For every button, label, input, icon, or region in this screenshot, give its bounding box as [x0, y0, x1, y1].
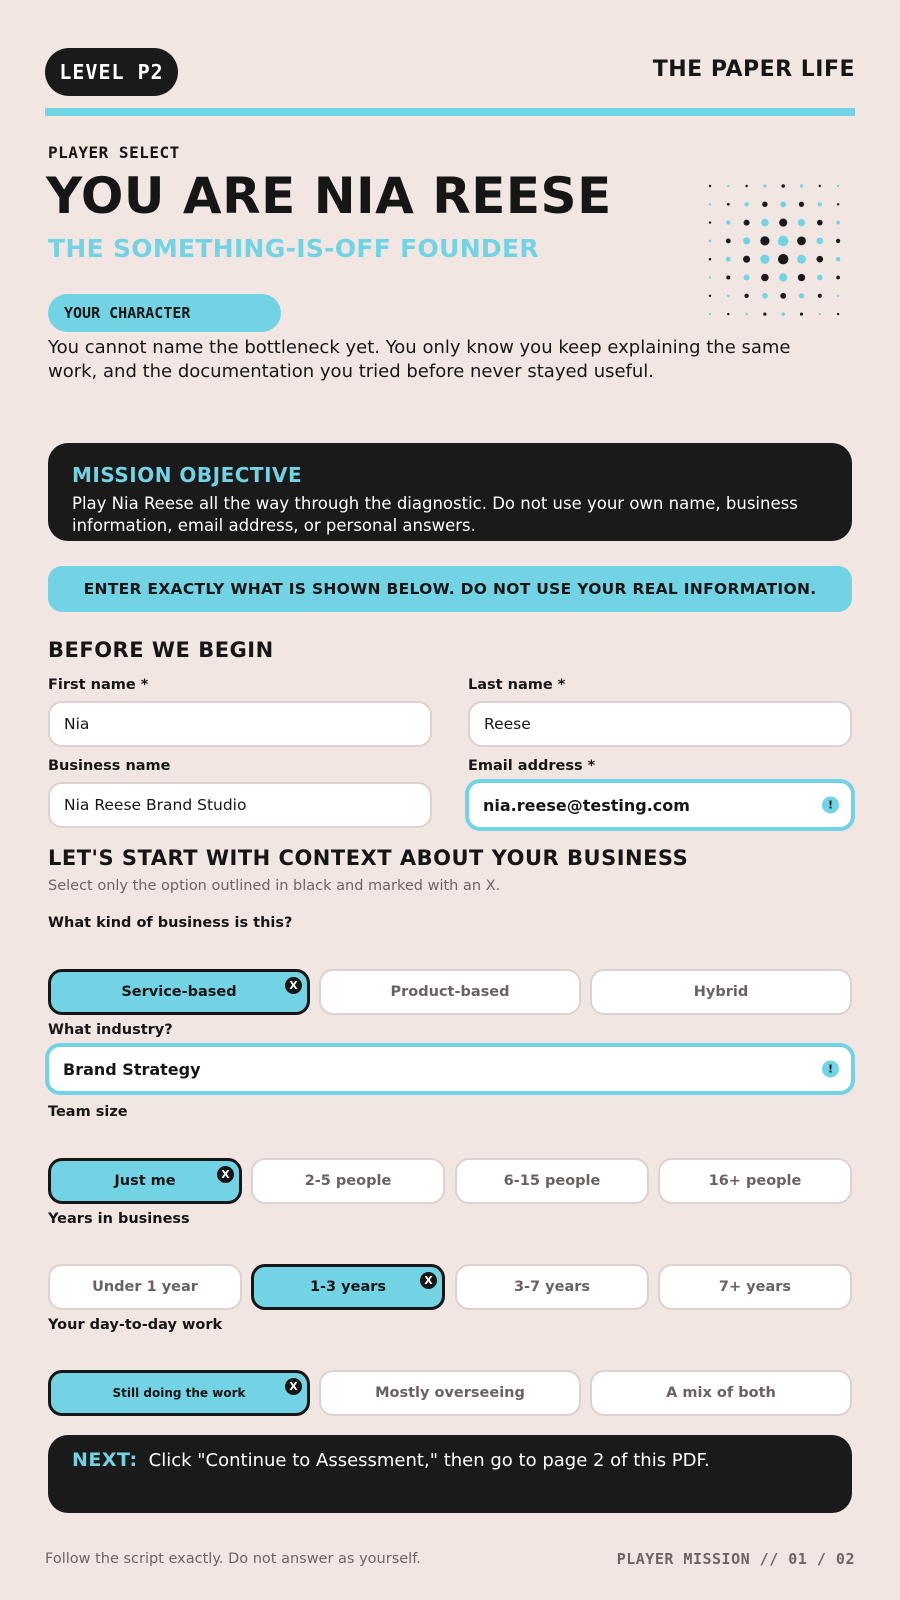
halftone-dot	[800, 184, 803, 187]
halftone-dot	[836, 239, 840, 243]
first-name-label: First name *	[48, 677, 149, 693]
option-label: 16+ people	[708, 1173, 802, 1189]
mission-title: MISSION OBJECTIVE	[72, 463, 303, 487]
team-size-label: Team size	[48, 1104, 128, 1120]
halftone-dot	[798, 274, 805, 281]
halftone-dot	[762, 293, 767, 298]
halftone-dot	[709, 276, 711, 278]
last-name-value: Reese	[484, 715, 531, 733]
alert-icon: !	[822, 797, 839, 814]
mission-card	[48, 443, 852, 541]
last-name-field[interactable]	[468, 701, 852, 747]
next-label: NEXT:	[72, 1449, 138, 1471]
option-label: Mostly overseeing	[375, 1385, 525, 1401]
halftone-dot	[819, 313, 821, 315]
email-value: nia.reese@testing.com	[483, 795, 690, 815]
halftone-dot	[780, 201, 786, 207]
halftone-dot	[744, 202, 748, 206]
halftone-dot	[817, 220, 823, 226]
option-label: 2-5 people	[304, 1173, 392, 1189]
option-just-me[interactable]	[48, 1158, 242, 1204]
halftone-dot	[780, 293, 786, 299]
option-label: Under 1 year	[92, 1279, 198, 1295]
halftone-dot	[727, 313, 729, 315]
halftone-dot	[744, 294, 748, 298]
option-still-doing-the-work[interactable]	[48, 1370, 310, 1416]
x-mark-icon: X	[285, 977, 302, 994]
brand-name: THE PAPER LIFE	[652, 57, 855, 82]
halftone-dot	[818, 294, 822, 298]
first-name-value: Nia	[64, 715, 90, 733]
context-section-title: LET'S START WITH CONTEXT ABOUT YOUR BUSINESS	[48, 846, 689, 870]
option-7-plus-years[interactable]	[658, 1264, 852, 1310]
halftone-dot	[778, 254, 788, 264]
halftone-dot	[799, 293, 804, 298]
halftone-dot	[709, 240, 712, 243]
halftone-dot	[761, 274, 769, 282]
halftone-dot	[816, 256, 823, 263]
halftone-dot	[798, 219, 805, 226]
level-badge: LEVEL P2	[45, 48, 178, 96]
halftone-dot	[745, 313, 747, 315]
halftone-dot	[709, 258, 712, 261]
halftone-dot	[760, 236, 769, 245]
halftone-dot	[779, 273, 787, 281]
email-label: Email address *	[468, 758, 596, 774]
business-name-value: Nia Reese Brand Studio	[64, 796, 247, 814]
halftone-dot	[781, 184, 785, 188]
industry-field[interactable]	[46, 1044, 854, 1094]
halftone-dot	[762, 202, 767, 207]
halftone-dot	[837, 185, 839, 187]
halftone-dot	[709, 203, 711, 205]
next-step-card	[48, 1435, 852, 1513]
option-1-3-years[interactable]	[251, 1264, 445, 1310]
option-mostly-overseeing[interactable]	[319, 1370, 581, 1416]
halftone-dot	[836, 221, 840, 225]
character-pill: YOUR CHARACTER	[48, 294, 281, 332]
halftone-dot	[819, 185, 821, 187]
years-label: Years in business	[48, 1211, 190, 1227]
header-divider	[45, 108, 855, 116]
halftone-dot	[799, 202, 804, 207]
halftone-dot	[817, 275, 823, 281]
alert-icon: !	[822, 1061, 839, 1078]
option-16-plus-people[interactable]	[658, 1158, 852, 1204]
option-6-15-people[interactable]	[455, 1158, 649, 1204]
before-section-title: BEFORE WE BEGIN	[48, 638, 274, 662]
option-mix-of-both[interactable]	[590, 1370, 852, 1416]
halftone-dot	[837, 203, 839, 205]
option-label: 1-3 years	[309, 1279, 387, 1295]
email-field[interactable]	[466, 780, 854, 830]
halftone-dot	[836, 276, 840, 280]
x-mark-icon: X	[420, 1272, 437, 1289]
option-label: Just me	[114, 1173, 176, 1189]
option-label: Hybrid	[693, 984, 749, 1000]
halftone-dot	[818, 202, 822, 206]
halftone-dot	[726, 275, 730, 279]
option-label: 3-7 years	[513, 1279, 591, 1295]
option-service-based[interactable]	[48, 969, 310, 1015]
last-name-label: Last name *	[468, 677, 566, 693]
halftone-dot	[727, 203, 730, 206]
halftone-dot	[745, 185, 747, 187]
page-subtitle: THE SOMETHING-IS-OFF FOUNDER	[48, 234, 539, 263]
page-title: YOU ARE NIA REESE	[46, 167, 612, 225]
halftone-dot	[761, 219, 769, 227]
option-label: 6-15 people	[503, 1173, 601, 1189]
business-kind-label: What kind of business is this?	[48, 915, 293, 931]
halftone-dot	[727, 294, 730, 297]
halftone-dot	[743, 256, 750, 263]
option-product-based[interactable]	[319, 969, 581, 1015]
halftone-dot	[837, 295, 839, 297]
halftone-dot	[800, 313, 803, 316]
x-mark-icon: X	[285, 1378, 302, 1395]
instruction-banner: ENTER EXACTLY WHAT IS SHOWN BELOW. DO NOT USE YOUR REAL INFORMATION.	[48, 566, 852, 612]
industry-label: What industry?	[48, 1022, 173, 1038]
halftone-dot	[709, 221, 711, 223]
option-3-7-years[interactable]	[455, 1264, 649, 1310]
option-label: Product-based	[390, 984, 510, 1000]
halftone-dots-graphic	[700, 178, 850, 324]
business-name-field[interactable]	[48, 782, 432, 828]
option-label: A mix of both	[666, 1385, 776, 1401]
halftone-dot	[727, 185, 729, 187]
halftone-dot	[763, 312, 766, 315]
halftone-dot	[779, 219, 787, 227]
eyebrow-label: PLAYER SELECT	[48, 143, 180, 162]
halftone-dot	[816, 238, 823, 245]
halftone-dot	[726, 257, 731, 262]
halftone-dot	[778, 236, 788, 246]
footer-note: Follow the script exactly. Do not answer as yourself.	[45, 1551, 421, 1567]
halftone-dot	[726, 238, 731, 243]
option-under-1-year[interactable]	[48, 1264, 242, 1310]
halftone-dot	[744, 220, 750, 226]
halftone-dot	[837, 313, 839, 315]
halftone-dot	[781, 312, 785, 316]
industry-value: Brand Strategy	[63, 1059, 201, 1079]
option-label: Service-based	[121, 984, 237, 1000]
halftone-dot	[709, 295, 711, 297]
halftone-dot	[743, 237, 750, 244]
halftone-dot	[744, 274, 750, 280]
page-indicator: PLAYER MISSION // 01 / 02	[616, 1550, 855, 1568]
option-hybrid[interactable]	[590, 969, 852, 1015]
halftone-dot	[797, 236, 806, 245]
day-to-day-label: Your day-to-day work	[48, 1317, 223, 1333]
character-description: You cannot name the bottleneck yet. You only know you keep explaining the same work, and the documentation you tried before never stayed useful.	[48, 337, 791, 382]
option-2-5-people[interactable]	[251, 1158, 445, 1204]
halftone-dot	[797, 255, 806, 264]
halftone-dot	[760, 255, 769, 264]
first-name-field[interactable]	[48, 701, 432, 747]
halftone-dot	[836, 257, 840, 261]
option-label: 7+ years	[718, 1279, 792, 1295]
business-name-label: Business name	[48, 758, 171, 774]
mission-text: Play Nia Reese all the way through the diagnostic. Do not use your own name, business information, email address, or personal answers.	[72, 494, 798, 535]
context-helper-text: Select only the option outlined in black and marked with an X.	[48, 878, 501, 894]
halftone-dot	[763, 184, 766, 187]
halftone-dot	[709, 313, 711, 315]
next-text: Click "Continue to Assessment," then go to page 2 of this PDF.	[148, 1450, 710, 1471]
halftone-dot	[726, 221, 730, 225]
x-mark-icon: X	[217, 1166, 234, 1183]
option-label: Still doing the work	[112, 1386, 246, 1400]
halftone-dot	[709, 185, 711, 187]
